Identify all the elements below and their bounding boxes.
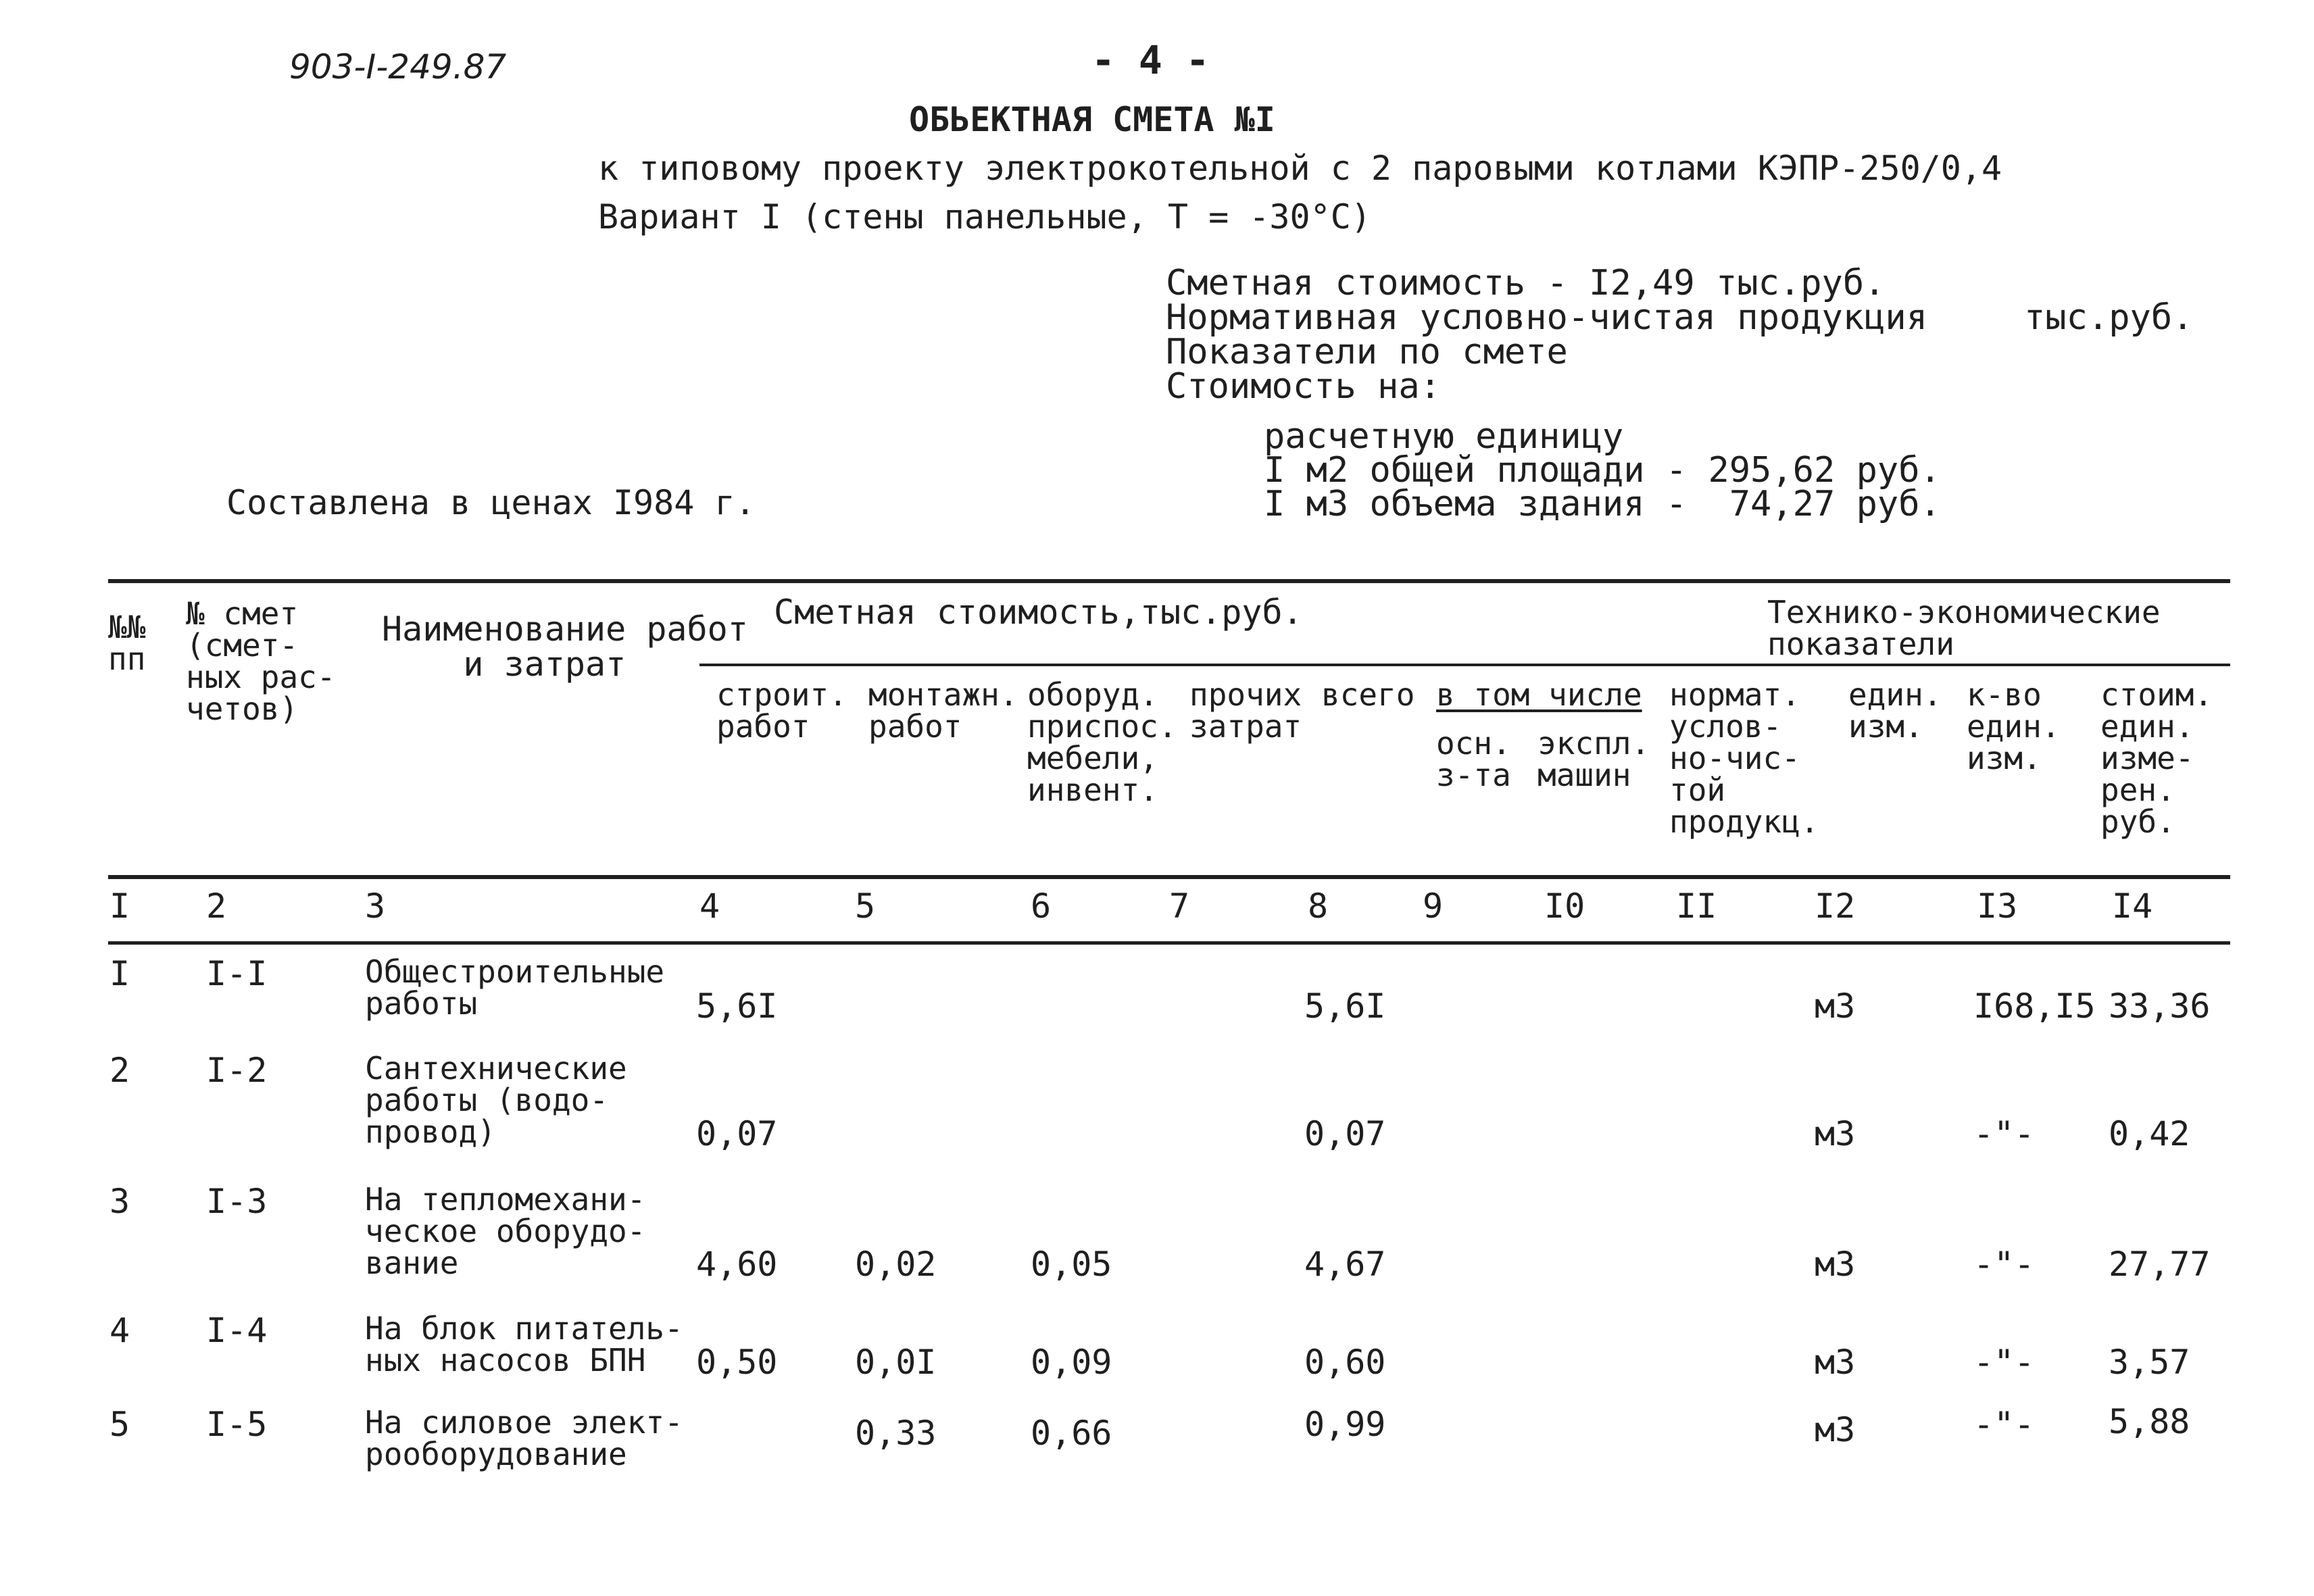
row-unit-cost: 27,77 — [2109, 1245, 2211, 1284]
row-installation: 0,02 — [855, 1245, 937, 1284]
row-name: Общестроительные работы — [365, 953, 665, 1022]
summary-cost-per: Стоимость на: — [1166, 366, 1441, 407]
row-installation: 0,0I — [855, 1343, 937, 1382]
row-equipment: 0,66 — [1031, 1414, 1112, 1453]
row-name: На тепломехани- ческое оборудо- вание — [365, 1181, 646, 1281]
table-subheader-rule — [699, 664, 2230, 666]
row-equipment: 0,05 — [1031, 1245, 1112, 1284]
row-quantity: -"- — [1973, 1405, 2035, 1444]
row-name: На блок питатель- ных насосов БПН — [365, 1310, 683, 1378]
table-top-rule — [108, 579, 2230, 583]
row-total: 0,60 — [1304, 1343, 1386, 1382]
column-number: 6 — [1031, 887, 1052, 926]
header-wages: осн. з-та — [1436, 725, 1511, 793]
row-unit-cost: 5,88 — [2109, 1402, 2190, 1441]
header-including: в том числе — [1436, 676, 1642, 713]
summary-unit-label: расчетную единицу — [1264, 416, 1624, 457]
column-number: 9 — [1423, 887, 1444, 926]
row-construction: 0,50 — [696, 1343, 778, 1382]
page-title: ОБЬЕКТНАЯ СМЕТА №I — [909, 100, 1275, 139]
row-estimate: I-3 — [206, 1182, 268, 1221]
column-number: 4 — [699, 887, 720, 926]
row-unit: м3 — [1815, 1114, 1856, 1153]
row-estimate: I-2 — [206, 1051, 268, 1090]
column-number: 3 — [365, 887, 386, 926]
header-machines: экспл. машин — [1537, 725, 1650, 793]
page-number: - 4 - — [1091, 37, 1210, 83]
header-group-tech: Технико-экономические показатели — [1767, 594, 2161, 662]
header-total: всего — [1321, 676, 1415, 713]
column-number: I0 — [1544, 887, 1585, 926]
summary-normative-unit: тыс.руб. — [2024, 297, 2194, 338]
row-unit: м3 — [1815, 1343, 1856, 1382]
header-construction: строит. работ — [716, 676, 847, 745]
table-colnumbers-rule — [108, 941, 2230, 945]
row-unit-cost: 0,42 — [2109, 1114, 2190, 1153]
row-unit: м3 — [1815, 1245, 1856, 1284]
header-quantity: к-во един. изм. — [1967, 676, 2061, 776]
header-normative: нормат. услов- но-чис- той продукц. — [1669, 676, 1819, 840]
header-equipment: оборуд. приспос. мебели, инвент. — [1027, 676, 1177, 808]
row-equipment: 0,09 — [1031, 1343, 1112, 1382]
row-number: I — [109, 954, 130, 993]
row-construction: 4,60 — [696, 1245, 778, 1284]
document-number: 903-I-249.87 — [289, 47, 507, 86]
row-construction: 5,6I — [696, 987, 778, 1026]
row-total: 0,07 — [1304, 1114, 1386, 1153]
row-estimate: I-5 — [206, 1405, 268, 1444]
column-number: 7 — [1169, 887, 1190, 926]
summary-cost: Сметная стоимость - I2,49 тыс.руб. — [1166, 263, 1886, 303]
row-construction: 0,07 — [696, 1114, 778, 1153]
row-unit: м3 — [1815, 987, 1856, 1026]
row-name: Сантехнические работы (водо- провод) — [365, 1050, 627, 1150]
header-installation: монтажн. работ — [868, 676, 1018, 745]
column-number: I2 — [1815, 887, 1856, 926]
subtitle-project: к типовому проекту электрокотельной с 2 паровыми котлами КЭПР-250/0,4 — [598, 149, 2002, 188]
column-number: II — [1676, 887, 1717, 926]
column-number: I3 — [1977, 887, 2018, 926]
header-unit: един. изм. — [1848, 676, 1942, 745]
row-quantity: I68,I5 — [1973, 987, 2096, 1026]
row-installation: 0,33 — [855, 1414, 937, 1453]
header-col-no: №№ пп — [108, 609, 146, 677]
header-other: прочих затрат — [1189, 676, 1302, 745]
header-unit-cost: стоим. един. изме- рен. руб. — [2100, 676, 2213, 840]
row-total: 0,99 — [1304, 1405, 1386, 1444]
row-name: На силовое элект- рооборудование — [365, 1404, 683, 1472]
row-quantity: -"- — [1973, 1343, 2035, 1382]
header-col-name: Наименование работ и затрат — [382, 609, 748, 684]
row-unit-cost: 3,57 — [2109, 1343, 2190, 1382]
row-quantity: -"- — [1973, 1245, 2035, 1284]
row-total: 5,6I — [1304, 987, 1386, 1026]
prices-year-note: Составлена в ценах I984 г. — [226, 483, 756, 522]
row-number: 5 — [109, 1405, 130, 1444]
column-number: 8 — [1308, 887, 1329, 926]
summary-per-m3: I м3 объема здания - 74,27 руб. — [1264, 484, 1941, 524]
header-col-estimate: № смет (смет- ных рас- четов) — [186, 595, 336, 727]
row-unit-cost: 33,36 — [2109, 987, 2211, 1026]
summary-normative-label: Нормативная условно-чистая продукция — [1166, 297, 1928, 338]
column-number: I — [109, 887, 130, 926]
summary-per-m2: I м2 общей площади - 295,62 руб. — [1264, 450, 1941, 491]
row-quantity: -"- — [1973, 1114, 2035, 1153]
row-unit: м3 — [1815, 1410, 1856, 1449]
row-number: 2 — [109, 1051, 130, 1090]
column-number: 2 — [206, 887, 227, 926]
row-total: 4,67 — [1304, 1245, 1386, 1284]
table-header-bottom-rule — [108, 875, 2230, 879]
row-estimate: I-4 — [206, 1311, 268, 1350]
column-number: I4 — [2112, 887, 2153, 926]
column-number: 5 — [855, 887, 876, 926]
row-number: 4 — [109, 1311, 130, 1350]
row-estimate: I-I — [206, 954, 268, 993]
subtitle-variant: Вариант I (стены панельные, Т = -30°С) — [598, 197, 1371, 236]
header-group-cost: Сметная стоимость,тыс.руб. — [774, 593, 1303, 632]
row-number: 3 — [109, 1182, 130, 1221]
summary-indicators: Показатели по смете — [1166, 332, 1568, 372]
